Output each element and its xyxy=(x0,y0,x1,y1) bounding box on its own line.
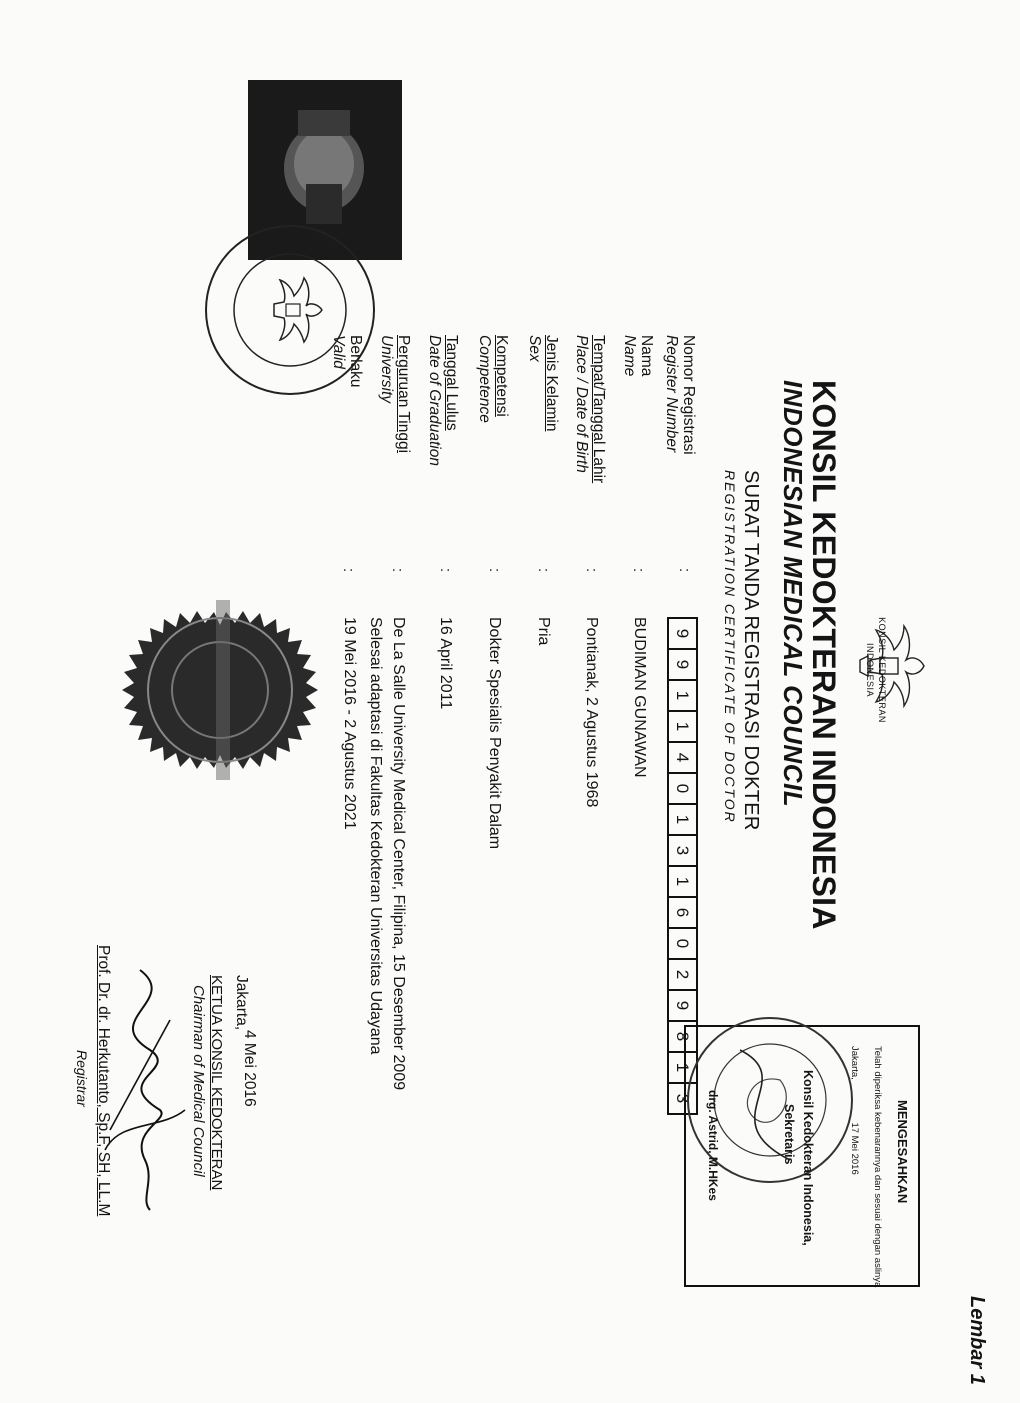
colon: : xyxy=(389,568,406,573)
label-sex xyxy=(526,335,560,432)
label-competence-en: Competence xyxy=(476,335,493,423)
colon: : xyxy=(437,568,454,573)
label-register-en: Register Number xyxy=(663,335,680,453)
colon: : xyxy=(676,568,693,573)
signature-title-en: Chairman of Medical Council xyxy=(190,985,207,1177)
register-digit: 8 xyxy=(669,1022,696,1053)
endorsement-place: Jakarta, xyxy=(849,1046,860,1080)
label-valid-id: Berlaku xyxy=(347,335,364,388)
register-digit: 9 xyxy=(669,650,696,681)
certificate-title-en: REGISTRATION CERTIFICATE OF DOCTOR xyxy=(722,470,738,824)
title-en: INDONESIAN MEDICAL COUNCIL xyxy=(778,380,808,808)
signature-place: Jakarta, xyxy=(233,975,250,1031)
value-sex: Pria xyxy=(535,617,552,646)
label-register xyxy=(663,335,697,455)
register-digit: 1 xyxy=(669,1053,696,1084)
register-digit: 0 xyxy=(669,774,696,805)
register-digit: 3 xyxy=(673,1093,692,1104)
label-name xyxy=(621,335,655,376)
label-competence xyxy=(476,335,510,423)
register-digit: 4 xyxy=(669,743,696,774)
registrar-seal-icon xyxy=(200,220,380,400)
register-digit: 1 xyxy=(669,867,696,898)
label-university-id: Perguruan Tinggi xyxy=(395,335,412,454)
colon: : xyxy=(535,568,552,573)
signatory-role: Registrar xyxy=(74,1050,90,1107)
register-digit: 1 xyxy=(669,712,696,743)
colon: : xyxy=(486,568,503,573)
label-birth-en: Place / Date of Birth xyxy=(573,335,590,473)
value-graduation: 16 April 2011 xyxy=(437,617,454,710)
endorsement-title: MENGESAHKAN xyxy=(895,1100,910,1204)
label-university-en: University xyxy=(378,335,395,404)
label-name-en: Name xyxy=(621,335,638,377)
register-digit: 2 xyxy=(669,960,696,991)
signatory-name: Prof. Dr. dr. Herkutanto, Sp.F, SH, LL.M xyxy=(95,945,112,1217)
org-small-label xyxy=(864,600,888,740)
endorsement-signer: drg. Astrid, M.HKes xyxy=(706,1090,720,1201)
org-small-line2: INDONESIA xyxy=(865,642,875,697)
register-digit: 9 xyxy=(669,619,696,650)
signature-date: 4 Mei 2016 xyxy=(241,1030,258,1107)
sheet-label: Lembar 1 xyxy=(966,1296,988,1385)
label-graduation xyxy=(426,335,460,466)
label-register-id: Nomor Registrasi xyxy=(680,335,697,455)
register-digit: 1 xyxy=(669,681,696,712)
register-digit: 1 xyxy=(669,805,696,836)
garuda-crest-icon xyxy=(844,616,934,716)
colon: : xyxy=(583,568,600,573)
title-id: KONSIL KEDOKTERAN INDONESIA xyxy=(806,380,842,930)
value-valid: 19 Mei 2016 - 2 Agustus 2021 xyxy=(341,617,358,830)
label-birth-id: Tempat/Tanggal Lahir xyxy=(590,335,607,484)
value-name: BUDIMAN GUNAWAN xyxy=(631,617,648,778)
label-competence-id: Kompetensi xyxy=(493,335,510,417)
value-university-line1: De La Salle University Medical Center, Filipina, 15 Desember 2009 xyxy=(390,617,407,1091)
label-sex-id: Jenis Kelamin xyxy=(543,335,560,432)
label-valid-en: Valid xyxy=(330,335,347,369)
register-digit: 6 xyxy=(669,898,696,929)
value-university-line2: Selesai adaptasi di Fakultas Kedokteran Universitas Udayana xyxy=(367,617,384,1055)
org-small-line1: KONSIL KEDOKTERAN xyxy=(877,617,887,723)
endorsement-line1: Telah diperiksa kebenarannya dan sesuai dengan aslinya xyxy=(872,1046,883,1288)
register-digit: 3 xyxy=(669,836,696,867)
signature-title: KETUA KONSIL KEDOKTERAN xyxy=(208,975,225,1191)
endorsement-line2 xyxy=(849,1046,860,1175)
certificate-title: SURAT TANDA REGISTRASI DOKTER xyxy=(740,470,762,831)
label-university xyxy=(378,335,412,453)
value-birth: Pontianak, 2 Agustus 1968 xyxy=(583,617,600,808)
endorsement-line3: Konsil Kedokteran Indonesia, xyxy=(801,1070,815,1246)
value-competence: Dokter Spesialis Penyakit Dalam xyxy=(486,617,503,850)
colon: : xyxy=(340,568,357,573)
label-graduation-id: Tanggal Lulus xyxy=(443,335,460,431)
label-graduation-en: Date of Graduation xyxy=(426,335,443,466)
embossed-seal-icon xyxy=(120,590,320,790)
register-digit: 0 xyxy=(669,929,696,960)
endorsement-line4: Sekretaris xyxy=(782,1104,796,1165)
label-name-id: Nama xyxy=(638,335,655,377)
register-digit: 9 xyxy=(669,991,696,1022)
label-sex-en: Sex xyxy=(526,335,543,362)
label-birth xyxy=(573,335,607,483)
endorsement-date: 17 Mei 2016 xyxy=(849,1122,860,1175)
colon: : xyxy=(630,568,647,573)
